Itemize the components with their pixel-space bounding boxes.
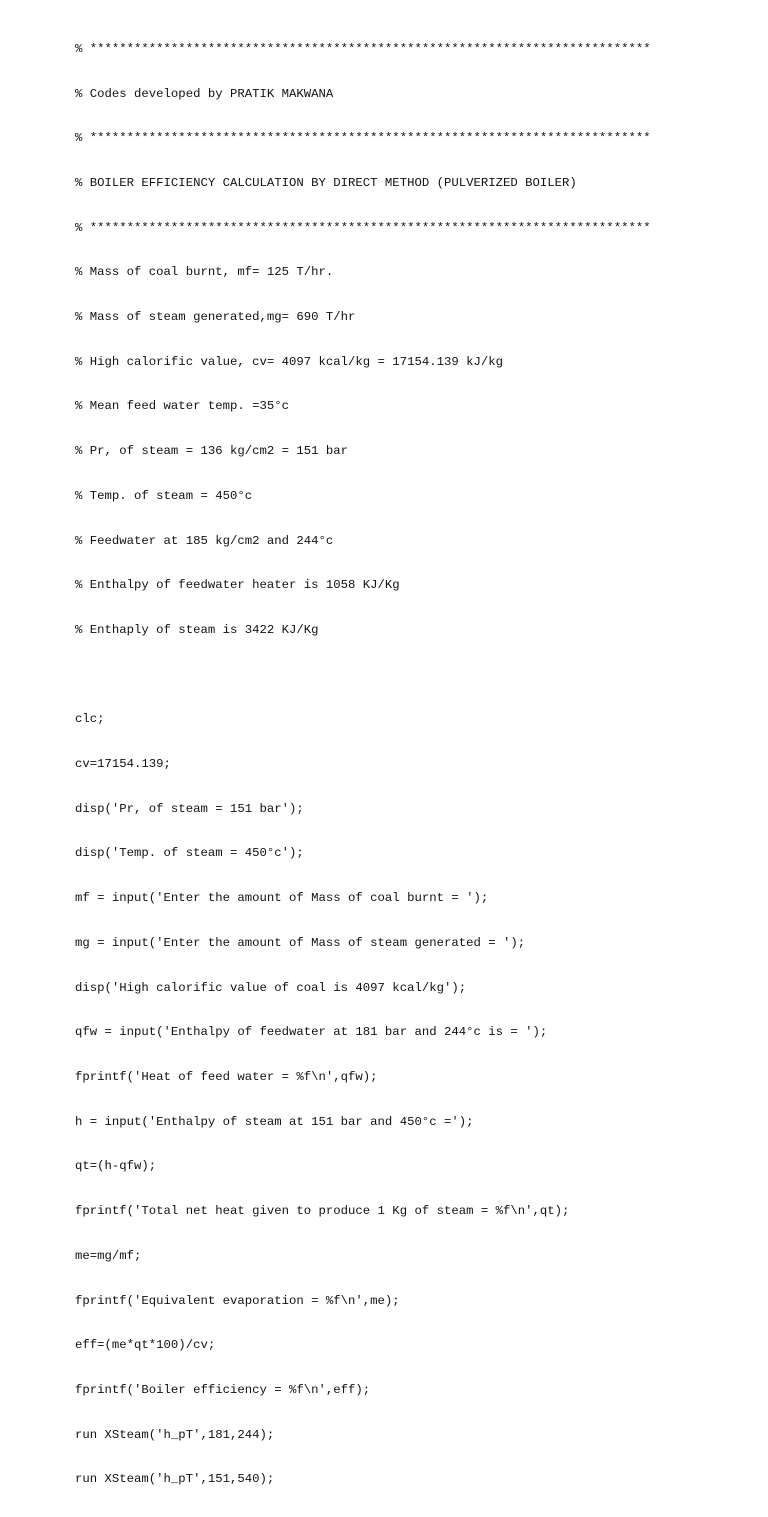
comment-line: % **************************************************************************** [75,131,651,146]
code-line: me=mg/mf; [75,1248,142,1263]
comment-line: % Feedwater at 185 kg/cm2 and 244°c [75,533,334,548]
code-line: disp('Temp. of steam = 450°c'); [75,846,304,861]
code-line: disp('High calorific value of coal is 4097 kcal/kg'); [75,980,467,995]
code-line: fprintf('Equivalent evaporation = %f\n',me); [75,1293,400,1308]
code-line: eff=(me*qt*100)/cv; [75,1338,216,1353]
comment-line: % Enthalpy of feedwater heater is 1058 KJ/Kg [75,578,400,593]
blank-line [75,668,651,683]
comment-line: % Mean feed water temp. =35°c [75,399,290,414]
code-line: mg = input('Enter the amount of Mass of steam generated = '); [75,935,526,950]
code-line: run XSteam('h_pT',151,540); [75,1472,275,1487]
code-line: run XSteam('h_pT',181,244); [75,1427,275,1442]
comment-line: % Temp. of steam = 450°c [75,488,253,503]
code-line: disp('Pr, of steam = 151 bar'); [75,801,304,816]
code-line: mf = input('Enter the amount of Mass of coal burnt = '); [75,891,489,906]
comment-line: % Pr, of steam = 136 kg/cm2 = 151 bar [75,444,349,459]
code-listing [75,12,651,1517]
comment-line: % Mass of steam generated,mg= 690 T/hr [75,310,356,325]
comment-line: % Enthaply of steam is 3422 KJ/Kg [75,622,319,637]
code-line: qfw = input('Enthalpy of feedwater at 181 bar and 244°c is = '); [75,1025,548,1040]
code-line: h = input('Enthalpy of steam at 151 bar and 450°c ='); [75,1114,474,1129]
comment-line: % Mass of coal burnt, mf= 125 T/hr. [75,265,334,280]
code-line: clc; [75,712,105,727]
comment-line: % High calorific value, cv= 4097 kcal/kg = 17154.139 kJ/kg [75,354,504,369]
comment-line: % **************************************************************************** [75,220,651,235]
code-line: fprintf('Total net heat given to produce 1 Kg of steam = %f\n',qt); [75,1204,570,1219]
code-line: fprintf('Boiler efficiency = %f\n',eff); [75,1382,371,1397]
comment-line: % Codes developed by PRATIK MAKWANA [75,86,334,101]
code-line: cv=17154.139; [75,757,171,772]
code-line: fprintf('Heat of feed water = %f\n',qfw); [75,1069,378,1084]
comment-line: % **************************************************************************** [75,41,651,56]
code-line: qt=(h-qfw); [75,1159,157,1174]
comment-line: % BOILER EFFICIENCY CALCULATION BY DIRECT METHOD (PULVERIZED BOILER) [75,175,577,190]
